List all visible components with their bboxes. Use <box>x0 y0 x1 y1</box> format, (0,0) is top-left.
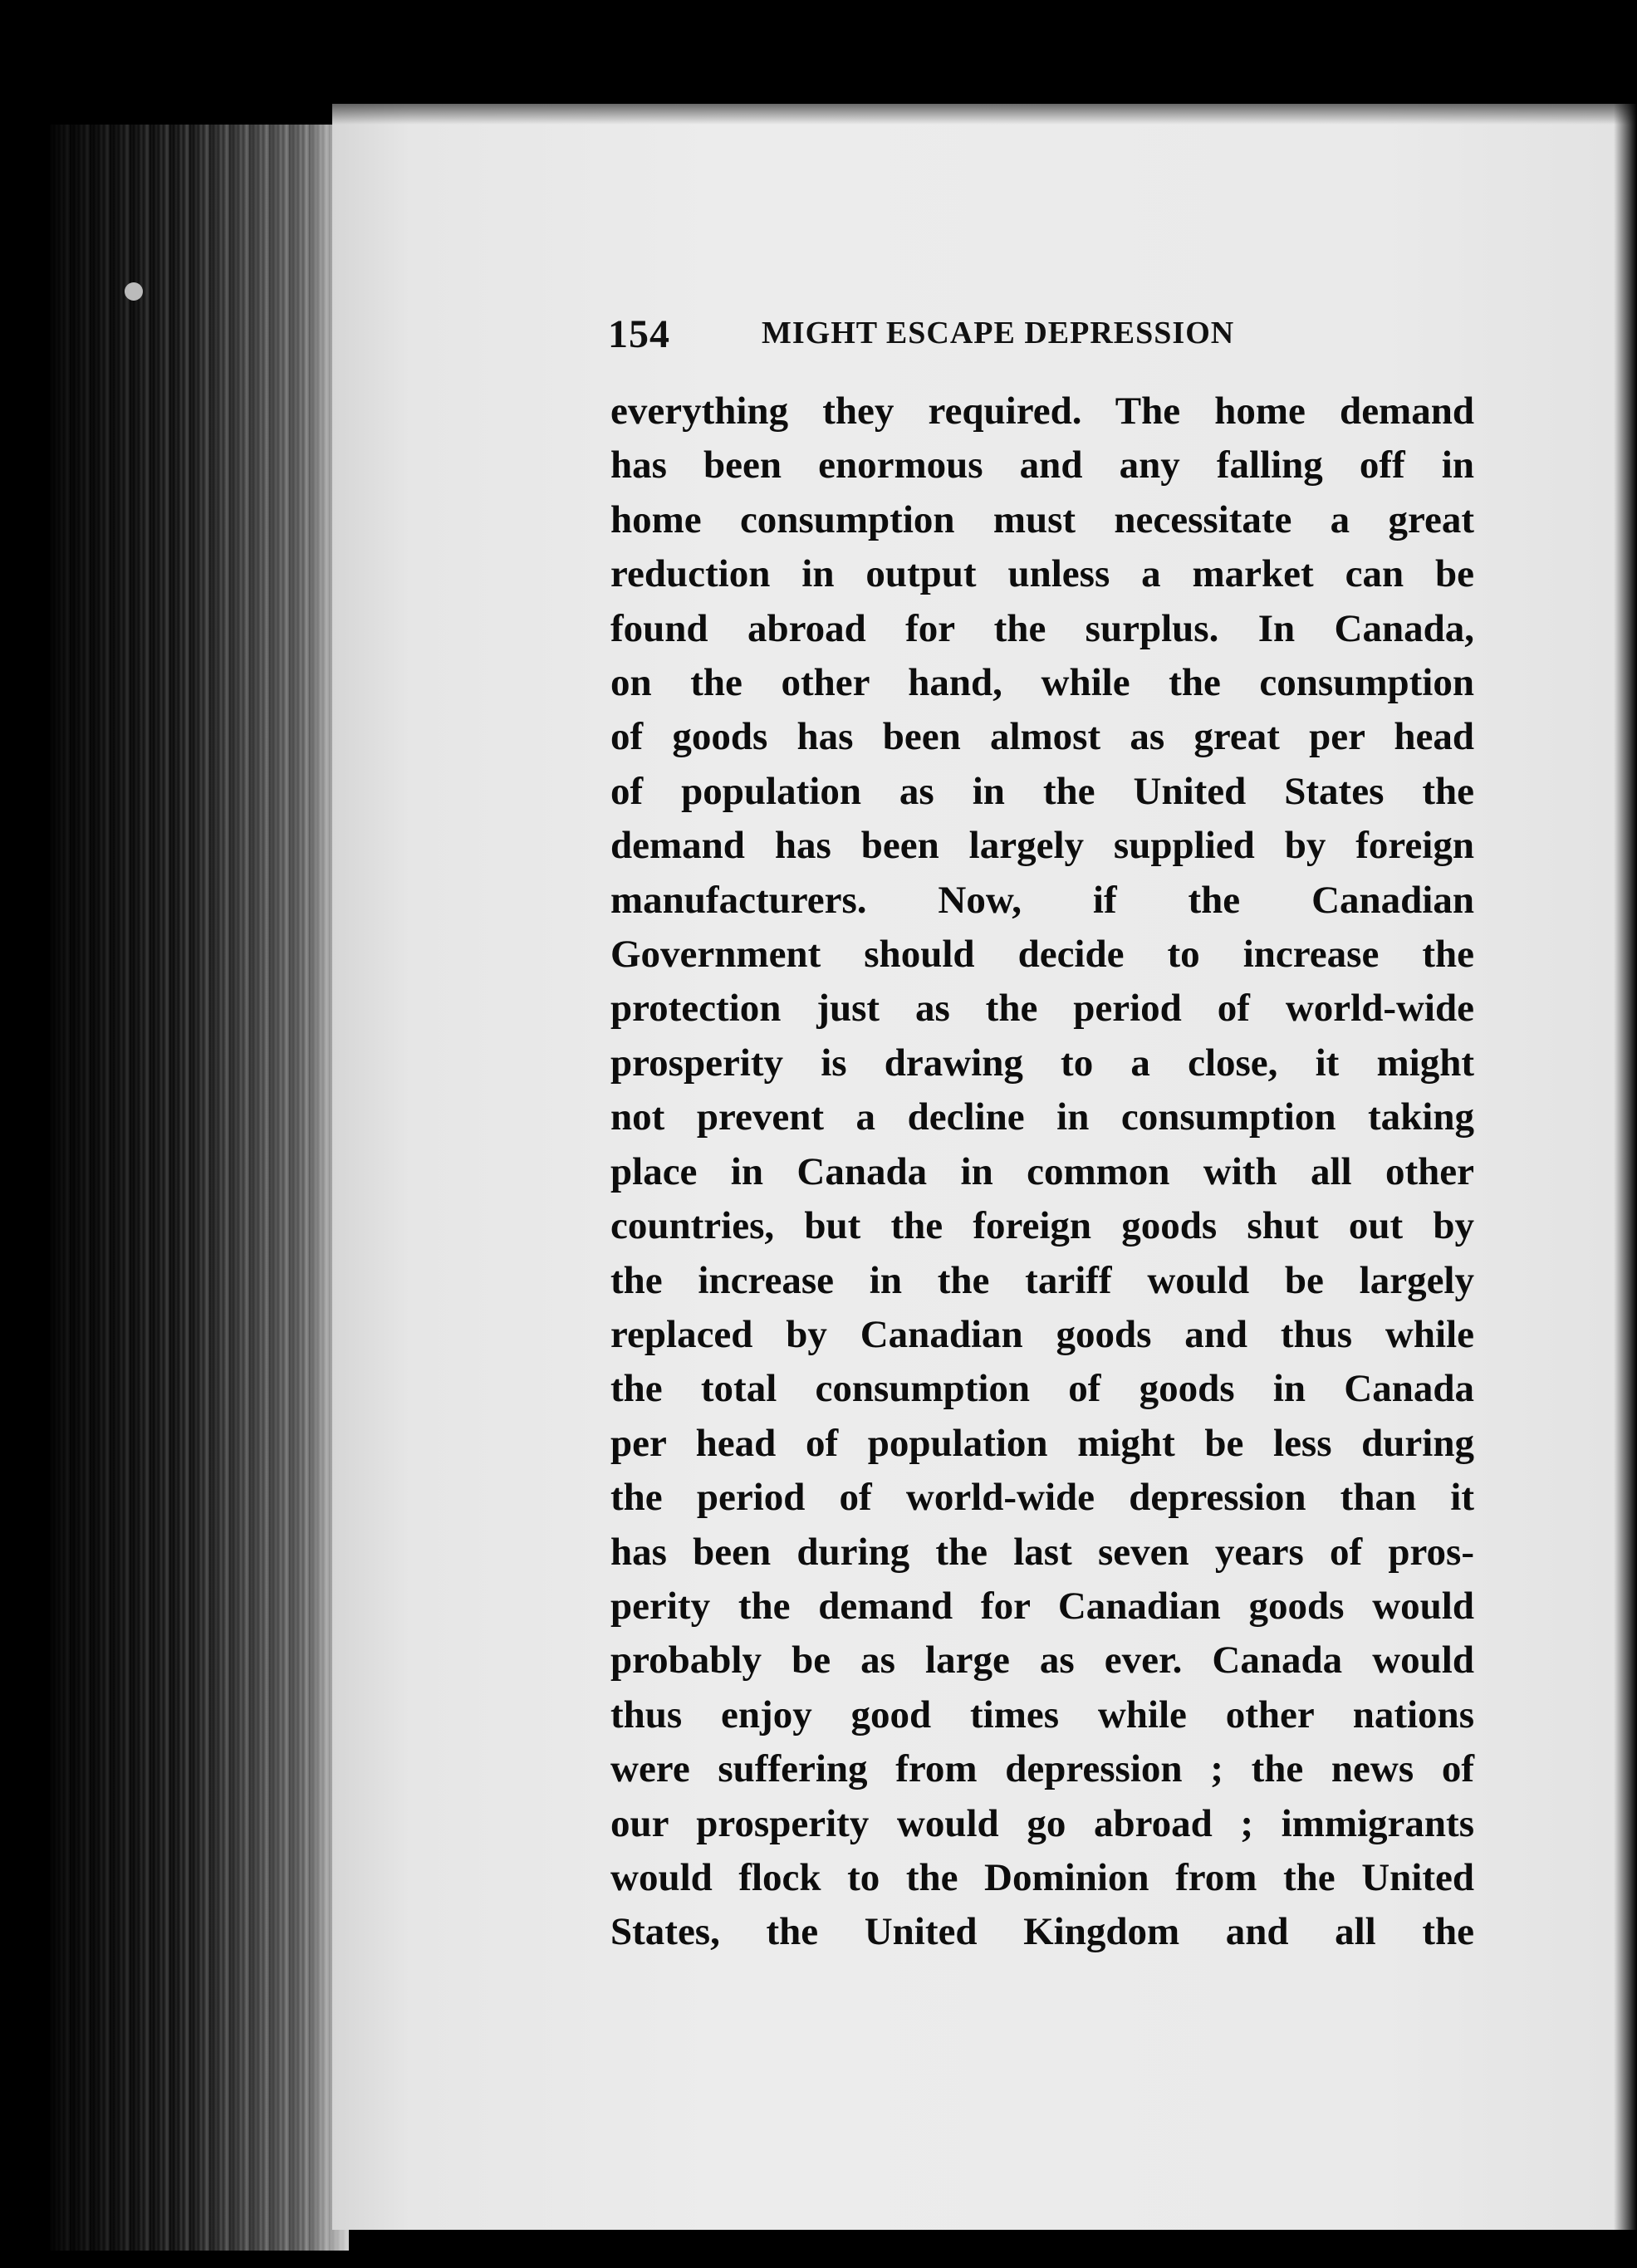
text-line: everything they required. The home demand <box>610 389 1474 433</box>
text-line: the total consumption of goods in Canada <box>610 1367 1474 1411</box>
text-line: Government should decide to increase the <box>610 933 1474 977</box>
text-line: of goods has been almost as great per head <box>610 715 1474 759</box>
body-text <box>610 385 1474 1960</box>
text-line: the period of world-wide depression than it <box>610 1476 1474 1520</box>
text-line: were suffering from depression ; the news of <box>610 1747 1474 1791</box>
text-line: would flock to the Dominion from the United <box>610 1855 1474 1899</box>
text-line: countries, but the foreign goods shut out by <box>610 1204 1474 1248</box>
text-line: manufacturers. Now, if the Canadian <box>610 878 1474 922</box>
text-line: on the other hand, while the consumption <box>610 661 1474 705</box>
text-line: States, the United Kingdom and all the <box>610 1910 1474 1954</box>
text-line: thus enjoy good times while other nations <box>610 1692 1474 1737</box>
text-line: demand has been largely supplied by foreign <box>610 824 1474 868</box>
running-head <box>608 311 1480 370</box>
text-line: of population as in the United States the <box>610 769 1474 813</box>
text-line: not prevent a decline in consumption taking <box>610 1095 1474 1139</box>
running-title: MIGHT ESCAPE DEPRESSION <box>762 316 1235 350</box>
text-line: home consumption must necessitate a great <box>610 497 1474 541</box>
text-line: replaced by Canadian goods and thus while <box>610 1312 1474 1356</box>
text-line: the increase in the tariff would be largely <box>610 1258 1474 1302</box>
text-line: probably be as large as ever. Canada would <box>610 1639 1474 1683</box>
text-line: perity the demand for Canadian goods would <box>610 1584 1474 1628</box>
text-line: our prosperity would go abroad ; immigrants <box>610 1801 1474 1845</box>
scan-top-shadow <box>0 0 1637 125</box>
text-line: found abroad for the surplus. In Canada, <box>610 606 1474 650</box>
text-line: prosperity is drawing to a close, it might <box>610 1041 1474 1085</box>
text-line: per head of population might be less during <box>610 1421 1474 1465</box>
page-number: 154 <box>608 312 670 356</box>
text-line: has been during the last seven years of pros- <box>610 1530 1474 1574</box>
text-line: place in Canada in common with all other <box>610 1149 1474 1193</box>
scan-right-edge <box>1614 83 1637 2242</box>
text-line: reduction in output unless a market can be <box>610 552 1474 596</box>
book-page-edges <box>50 125 349 2251</box>
text-line: protection just as the period of world-wide <box>610 987 1474 1031</box>
text-line: has been enormous and any falling off in <box>610 443 1474 487</box>
scan-blemish <box>125 282 143 301</box>
